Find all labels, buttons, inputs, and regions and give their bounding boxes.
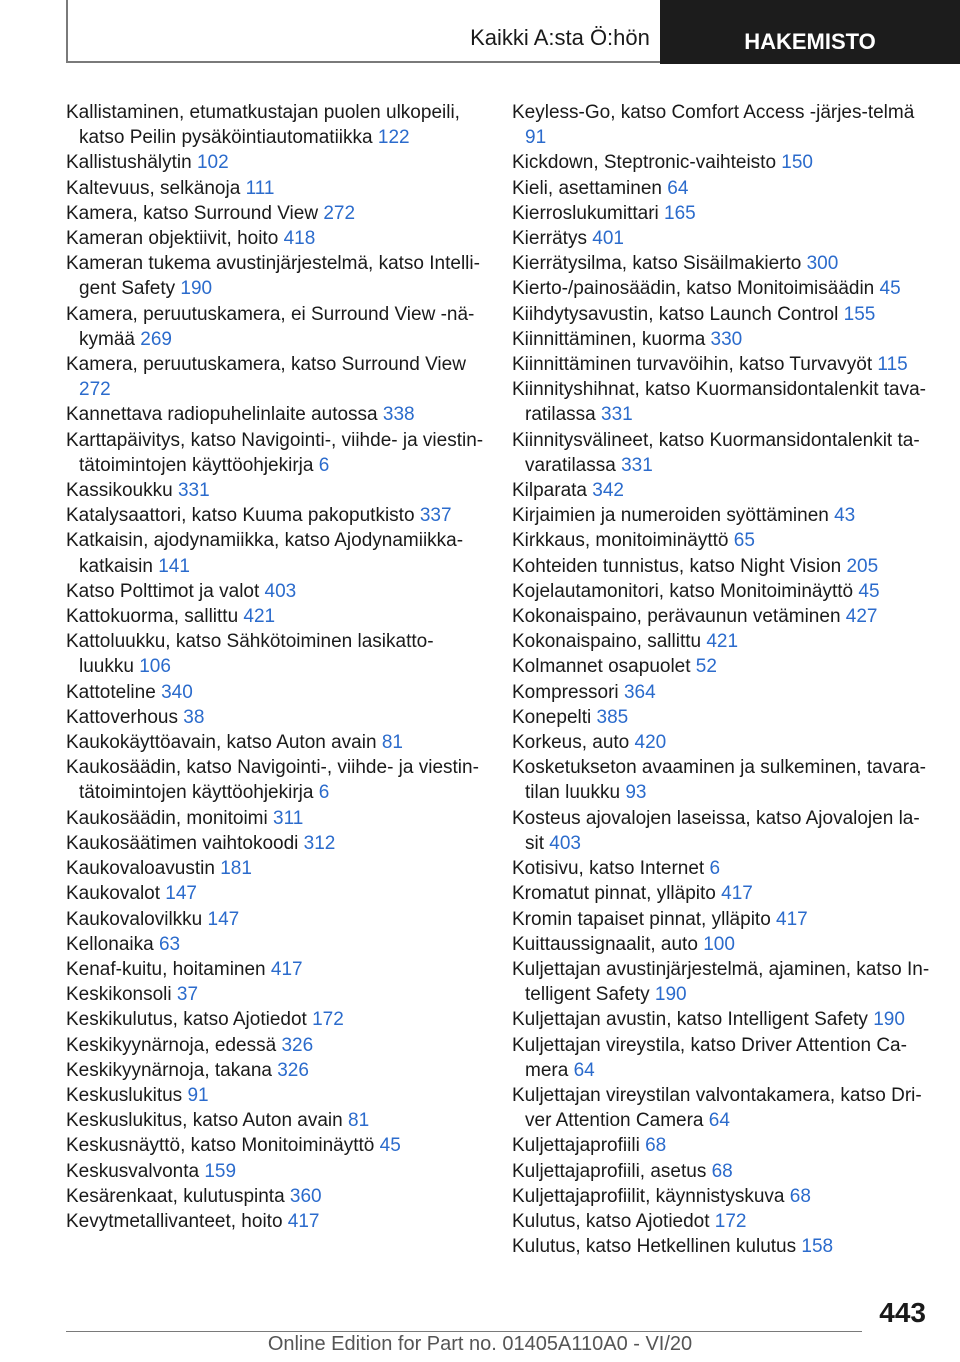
index-entry <box>512 352 932 377</box>
index-entry <box>512 201 932 226</box>
index-entry-text: Kickdown, Steptronic-vaihteisto <box>512 152 777 174</box>
index-entry-page-link[interactable]: 147 <box>165 883 197 905</box>
index-entry-page-link[interactable]: 52 <box>695 656 717 678</box>
index-entry-page-link[interactable]: 417 <box>287 1210 320 1232</box>
index-entry-text: Kuittaussignaalit, auto <box>512 933 698 955</box>
index-entry-page-link[interactable]: 342 <box>592 480 624 502</box>
index-entry-page-link[interactable]: 6 <box>709 858 721 880</box>
index-entry <box>66 806 486 831</box>
footer-edition-text: Online Edition for Part no. 01405A110A0 - VI/20 <box>267 1333 693 1355</box>
index-entry-text: Kannettava radiopuhelinlaite autossa <box>66 404 378 426</box>
index-entry-page-link[interactable]: 417 <box>776 908 808 930</box>
index-entry <box>512 881 932 906</box>
index-entry-page-link[interactable]: 172 <box>714 1210 747 1232</box>
index-entry <box>66 755 486 805</box>
index-entry-page-link[interactable]: 93 <box>625 782 647 804</box>
index-entry <box>66 705 486 730</box>
index-entry-page-link[interactable]: 330 <box>710 328 743 350</box>
index-entry <box>66 100 486 150</box>
index-entry-text: Kulutus, katso Hetkellinen kulutus <box>512 1236 797 1258</box>
index-entry <box>512 226 932 251</box>
index-entry-page-link[interactable]: 364 <box>623 681 656 703</box>
index-entry-text: Kulutus, katso Ajotiedot <box>512 1210 710 1232</box>
index-entry <box>66 176 486 201</box>
index-entry-text: Kirjaimien ja numeroiden syöttäminen <box>512 505 829 527</box>
index-entry-page-link[interactable]: 45 <box>379 1135 401 1157</box>
index-entry <box>66 251 486 301</box>
index-entry-text: Keskusnäyttö, katso Monitoiminäyttö <box>66 1135 375 1157</box>
index-entry-page-link[interactable]: 37 <box>176 984 199 1006</box>
index-entry-page-link[interactable]: 106 <box>139 656 171 678</box>
index-entry <box>66 982 486 1007</box>
index-entry <box>512 1159 932 1184</box>
index-entry-page-link[interactable]: 421 <box>243 606 276 628</box>
index-entry-text: Kassikoukku <box>66 480 173 502</box>
index-entry-text: Kallistaminen, etumatkustajan puolen ulkopeili, katso Peilin pysäköintiautomatiikka <box>66 102 460 149</box>
index-entry-page-link[interactable]: 64 <box>708 1110 730 1132</box>
index-entry <box>66 201 486 226</box>
index-entry-page-link[interactable]: 337 <box>419 505 452 527</box>
index-entry-page-link[interactable]: 158 <box>801 1236 834 1258</box>
index-entry-text: Kuljettajaprofiili <box>512 1135 640 1157</box>
index-entry-page-link[interactable]: 403 <box>264 580 297 602</box>
index-entry-text: Keskikyynärnoja, takana <box>66 1059 272 1081</box>
index-entry-page-link[interactable]: 403 <box>549 832 581 854</box>
index-entry-page-link[interactable]: 68 <box>711 1160 733 1182</box>
index-entry-page-link[interactable]: 326 <box>277 1059 309 1081</box>
index-entry-text: Kameran tukema avustinjärjestelmä, katso Intelli‐gent Safety <box>66 253 480 300</box>
index-entry-page-link[interactable]: 81 <box>381 732 403 754</box>
index-entry <box>66 579 486 604</box>
index-entry-text: Kosketukseton avaaminen ja sulkeminen, tavara‐tilan luukku <box>512 757 927 804</box>
index-entry-page-link[interactable]: 340 <box>161 681 193 703</box>
index-entry-text: Kuljettajan avustinjärjestelmä, ajaminen, katso In‐telligent Safety <box>512 958 930 1006</box>
index-entry-text: Kiinnitysvälineet, katso Kuormansidontalenkit ta‐varatilassa <box>512 429 920 476</box>
index-entry-text: Kromin tapaiset pinnat, ylläpito <box>512 908 771 930</box>
index-entry <box>66 1033 486 1058</box>
index-entry <box>66 503 486 528</box>
index-entry <box>66 730 486 755</box>
index-entry-text: Keskuslukitus <box>66 1084 183 1106</box>
page-number: 443 <box>879 1297 926 1328</box>
index-entry-page-link[interactable]: 147 <box>207 908 240 930</box>
index-entry-text: Kevytmetallivanteet, hoito <box>66 1210 283 1232</box>
index-entry-page-link[interactable]: 68 <box>789 1185 811 1207</box>
index-entry <box>512 579 932 604</box>
index-entry <box>512 503 932 528</box>
index-entry-text: Kaltevuus, selkänoja <box>66 177 241 199</box>
index-entry-page-link[interactable]: 102 <box>196 152 229 174</box>
index-entry-page-link[interactable]: 165 <box>664 202 696 224</box>
footer-rule <box>66 1331 862 1332</box>
index-entry-page-link[interactable]: 64 <box>573 1059 595 1081</box>
index-entry <box>66 604 486 629</box>
index-entry <box>512 1133 932 1158</box>
index-entry <box>512 377 932 427</box>
index-entry-text: Kiinnittäminen, kuorma <box>512 328 706 350</box>
index-entry <box>66 1108 486 1133</box>
index-entry <box>512 1083 932 1133</box>
index-entry-text: Kellonaika <box>66 933 154 955</box>
header-rule-vertical <box>66 0 68 62</box>
index-entry-page-link[interactable]: 300 <box>806 253 839 275</box>
index-entry <box>512 276 932 301</box>
index-entry <box>66 150 486 175</box>
index-entry-page-link[interactable]: 45 <box>858 580 880 602</box>
index-entry <box>66 1058 486 1083</box>
index-entry-text: Kameran objektiivit, hoito <box>66 228 279 250</box>
index-entry <box>66 629 486 679</box>
index-entry <box>512 302 932 327</box>
index-entry <box>512 806 932 856</box>
index-entry <box>66 856 486 881</box>
index-entry-page-link[interactable]: 43 <box>834 505 856 527</box>
index-entry-text: Kolmannet osapuolet <box>512 656 691 678</box>
index-entry <box>66 428 486 478</box>
index-entry-page-link[interactable]: 331 <box>621 454 653 476</box>
index-entry <box>512 705 932 730</box>
index-entry-page-link[interactable]: 331 <box>601 404 633 426</box>
index-entry-page-link[interactable]: 6 <box>318 782 330 804</box>
index-entry-page-link[interactable]: 63 <box>158 933 181 955</box>
index-entry <box>512 1007 932 1032</box>
index-entry-text: Keskikyynärnoja, edessä <box>66 1034 277 1056</box>
index-entry-text: Kuljettajan vireystila, katso Driver Attention Ca‐mera <box>512 1034 907 1081</box>
index-entry <box>66 932 486 957</box>
index-entry-text: Kenaf-kuitu, hoitaminen <box>66 958 266 980</box>
index-entry <box>512 528 932 553</box>
index-entry <box>512 478 932 503</box>
index-entry <box>66 1083 486 1108</box>
index-entry-page-link[interactable]: 159 <box>204 1160 237 1182</box>
index-entry <box>512 654 932 679</box>
index-entry-text: Kallistushälytin <box>66 152 192 174</box>
index-entry-text: Kiinnittäminen turvavöihin, katso Turvavyöt <box>512 354 873 376</box>
index-entry-text: Kilparata <box>512 480 587 502</box>
index-entry-page-link[interactable]: 190 <box>654 984 687 1006</box>
index-entry-page-link[interactable]: 81 <box>348 1110 370 1132</box>
index-entry-text: Kotisivu, katso Internet <box>512 858 705 880</box>
header-section-title: Kaikki A:sta Ö:hön <box>470 25 650 50</box>
index-entry <box>512 1234 932 1259</box>
index-entry <box>512 150 932 175</box>
index-entry <box>66 1184 486 1209</box>
index-entry-text: Kokonaispaino, perävaunun vetäminen <box>512 606 841 628</box>
index-entry-text: Kamera, peruutuskamera, katso Surround View <box>66 354 466 376</box>
index-entry-text: Katkaisin, ajodynamiikka, katso Ajodynamiikka‐katkaisin <box>66 530 464 577</box>
index-entry-text: Kierrätys <box>512 228 587 250</box>
header-rule-horizontal <box>66 61 660 63</box>
index-entry-page-link[interactable]: 150 <box>781 152 813 174</box>
index-entry-text: Keskuslukitus, katso Auton avain <box>66 1110 343 1132</box>
index-entry <box>66 528 486 578</box>
index-entry-page-link[interactable]: 417 <box>721 883 753 905</box>
index-entry-page-link[interactable]: 38 <box>183 706 205 728</box>
index-entry <box>512 251 932 276</box>
index-entry-page-link[interactable]: 401 <box>592 228 624 250</box>
index-entry-page-link[interactable]: 190 <box>873 1009 905 1031</box>
index-entry-text: Kattokuorma, sallittu <box>66 606 239 628</box>
index-entry-text: Kiihdytysavustin, katso Launch Control <box>512 303 839 325</box>
index-entry-text: Katalysaattori, katso Kuuma pakoputkisto <box>66 505 415 527</box>
index-entry <box>512 932 932 957</box>
index-entry-page-link[interactable]: 65 <box>733 530 755 552</box>
index-entry-text: Kompressori <box>512 681 619 703</box>
index-entry-text: Kaukovalot <box>66 883 161 905</box>
index-entry <box>512 856 932 881</box>
index-entry-text: Kirkkaus, monitoiminäyttö <box>512 530 729 552</box>
index-entry <box>66 957 486 982</box>
index-entry-page-link[interactable]: 111 <box>245 177 275 199</box>
index-entry <box>66 680 486 705</box>
index-column-left <box>66 100 486 1234</box>
index-entry <box>66 302 486 352</box>
index-entry-page-link[interactable]: 155 <box>843 303 876 325</box>
index-entry <box>66 1133 486 1158</box>
index-entry-page-link[interactable]: 272 <box>79 379 111 401</box>
index-entry-page-link[interactable]: 205 <box>846 555 879 577</box>
header-index-tab[interactable]: HAKEMISTO <box>660 0 960 64</box>
index-entry-page-link[interactable]: 417 <box>270 958 303 980</box>
index-entry <box>512 629 932 654</box>
index-entry <box>66 1007 486 1032</box>
index-entry-page-link[interactable]: 421 <box>706 631 739 653</box>
index-entry-page-link[interactable]: 6 <box>318 454 330 476</box>
index-entry-page-link[interactable]: 326 <box>281 1034 314 1056</box>
index-entry-text: Kamera, peruutuskamera, ei Surround View -nä‐kymää <box>66 303 475 350</box>
index-entry-text: Kohteiden tunnistus, katso Night Vision <box>512 555 842 577</box>
index-entry <box>512 1033 932 1083</box>
index-entry-page-link[interactable]: 338 <box>382 404 415 426</box>
index-entry-text: Karttapäivitys, katso Navigointi-, viihde- ja viestin‐tätoimintojen käyttöohjekirja <box>66 429 484 476</box>
index-entry <box>66 226 486 251</box>
index-entry-text: Kattoluukku, katso Sähkötoiminen lasikatto‐luukku <box>66 631 434 678</box>
index-entry-text: Keskikonsoli <box>66 984 172 1006</box>
index-entry-text: Kierto-/painosäädin, katso Monitoimisäädin <box>512 278 875 300</box>
index-entry <box>512 1209 932 1234</box>
index-entry-page-link[interactable]: 331 <box>177 480 210 502</box>
index-entry-page-link[interactable]: 272 <box>323 202 356 224</box>
index-entry-text: Kuljettajaprofiilit, käynnistyskuva <box>512 1185 785 1207</box>
index-entry-text: Kaukosäätimen vaihtokoodi <box>66 832 299 854</box>
index-entry-text: Korkeus, auto <box>512 732 630 754</box>
index-entry-page-link[interactable]: 172 <box>312 1009 344 1031</box>
index-entry <box>66 478 486 503</box>
index-entry <box>512 907 932 932</box>
index-entry-text: Keyless-Go, katso Comfort Access -järjes‐telmä <box>512 102 915 123</box>
index-entry-page-link[interactable]: 190 <box>180 278 213 300</box>
index-entry-page-link[interactable]: 115 <box>877 354 908 376</box>
index-entry <box>512 680 932 705</box>
index-entry-page-link[interactable]: 312 <box>303 832 336 854</box>
index-entry <box>512 1184 932 1209</box>
index-entry-page-link[interactable]: 269 <box>140 328 172 350</box>
index-entry-text: Keskikulutus, katso Ajotiedot <box>66 1009 307 1031</box>
index-entry-text: Kokonaispaino, sallittu <box>512 631 702 653</box>
index-entry <box>66 352 486 402</box>
index-entry-page-link[interactable]: 418 <box>283 228 316 250</box>
index-entry <box>512 604 932 629</box>
index-entry-page-link[interactable]: 385 <box>596 706 629 728</box>
index-entry-text: Kuljettajaprofiili, asetus <box>512 1160 707 1182</box>
index-entry-text: Kaukovaloavustin <box>66 858 215 880</box>
index-entry <box>66 881 486 906</box>
index-entry-text: Kamera, katso Surround View <box>66 202 319 224</box>
index-entry-text: Kaukokäyttöavain, katso Auton avain <box>66 732 377 754</box>
index-entry-text: Kaukosäädin, monitoimi <box>66 807 268 829</box>
index-entry <box>512 100 932 150</box>
index-entry-page-link[interactable]: 427 <box>845 606 878 628</box>
index-entry-page-link[interactable]: 420 <box>634 732 667 754</box>
index-entry <box>512 554 932 579</box>
index-entry-page-link[interactable]: 64 <box>667 177 689 199</box>
index-entry <box>66 1209 486 1234</box>
index-entry-text: Kosteus ajovalojen laseissa, katso Ajovalojen la‐sit <box>512 807 920 854</box>
index-entry <box>66 831 486 856</box>
index-entry <box>66 907 486 932</box>
index-entry-page-link[interactable]: 122 <box>377 127 410 149</box>
index-entry-text: Kierrätysilma, katso Sisäilmakierto <box>512 253 802 275</box>
index-entry-page-link[interactable]: 91 <box>187 1084 209 1106</box>
index-entry-text: Kattoverhous <box>66 706 178 728</box>
index-entry-page-link[interactable]: 45 <box>879 278 901 300</box>
index-entry <box>512 428 932 478</box>
index-entry-text: Katso Polttimot ja valot <box>66 580 260 602</box>
index-entry <box>512 730 932 755</box>
index-entry <box>66 402 486 427</box>
index-entry-text: Konepelti <box>512 706 592 728</box>
index-entry-text: Kromatut pinnat, ylläpito <box>512 883 716 905</box>
index-entry <box>512 957 932 1007</box>
index-entry-text: Kierroslukumittari <box>512 202 659 224</box>
index-entry-text: Kesärenkaat, kulutuspinta <box>66 1185 285 1207</box>
index-entry-text: Keskusvalvonta <box>66 1160 200 1182</box>
index-entry-page-link[interactable]: 68 <box>645 1135 667 1157</box>
index-entry <box>512 327 932 352</box>
index-entry-text: Kieli, asettaminen <box>512 177 662 199</box>
index-column-right <box>512 100 932 1259</box>
index-entry <box>66 1159 486 1184</box>
index-entry-page-link[interactable]: 181 <box>220 858 252 880</box>
index-entry-text: Kaukovalovilkku <box>66 908 203 930</box>
index-entry-page-link[interactable]: 100 <box>703 933 735 955</box>
index-entry-text: Kaukosäädin, katso Navigointi-, viihde- ja viestin‐tätoimintojen käyttöohjekirja <box>66 757 479 804</box>
index-entry-page-link[interactable]: 141 <box>158 555 190 577</box>
index-entry <box>512 176 932 201</box>
index-entry <box>512 755 932 805</box>
index-entry-text: Kojelautamonitori, katso Monitoiminäyttö <box>512 580 854 602</box>
index-entry-text: Kattoteline <box>66 681 156 703</box>
index-entry-text: Kiinnityshihnat, katso Kuormansidontalenkit tava‐ratilassa <box>512 379 927 426</box>
index-entry-text: Kuljettajan vireystilan valvontakamera, katso Dri‐ver Attention Camera <box>512 1084 922 1132</box>
index-entry-page-link[interactable]: 360 <box>289 1185 322 1207</box>
index-entry-page-link[interactable]: 311 <box>273 807 304 829</box>
index-entry-text: Kuljettajan avustin, katso Intelligent Safety <box>512 1009 868 1031</box>
index-entry-page-link[interactable]: 91 <box>525 127 547 149</box>
